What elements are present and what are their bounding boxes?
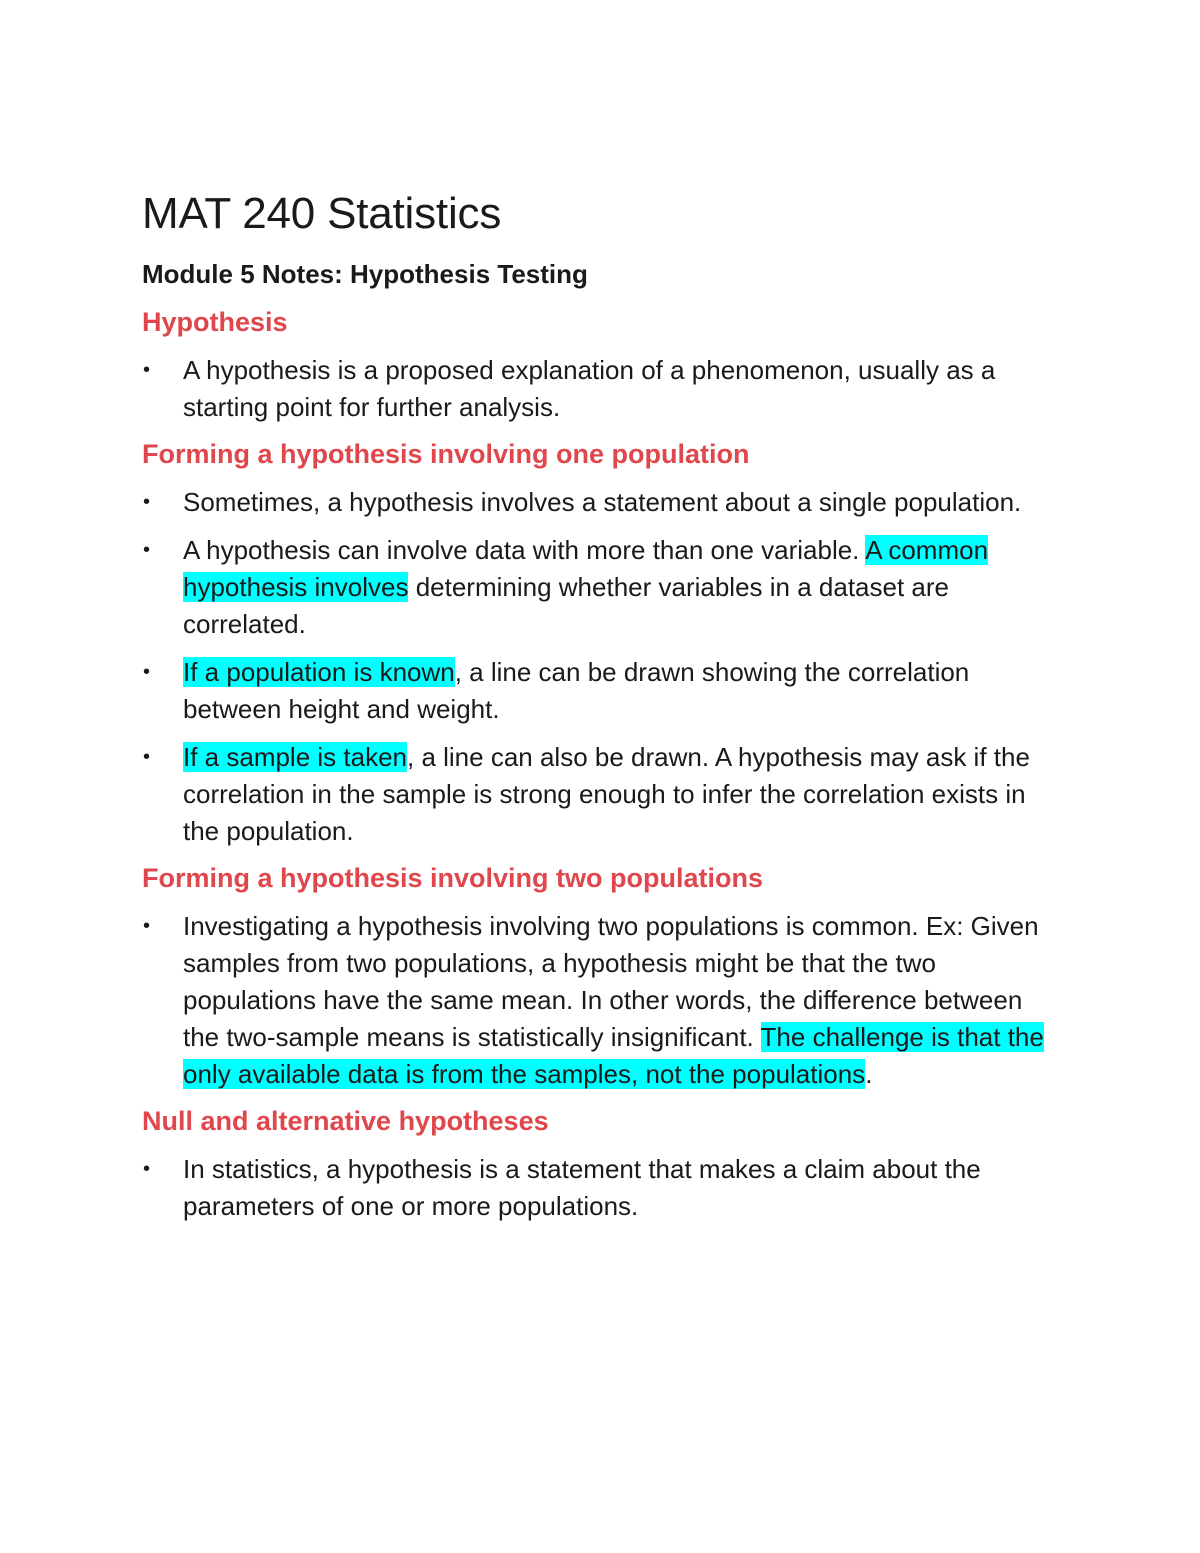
- section-heading: Hypothesis: [142, 307, 288, 337]
- bullet-list: [142, 352, 1062, 426]
- bullet-dot-icon: •: [143, 746, 151, 768]
- bullet-dot-icon: •: [143, 359, 151, 381]
- bullet-dot-icon: •: [143, 661, 151, 683]
- highlighted-text: A common hypothesis involves: [183, 535, 989, 602]
- body-text: Investigating a hypothesis involving two populations is common. Ex: Given samples from two populations, a hypothesis might be that the two populations have the same mean. In other words, the difference between the two-sample means is statistically insignificant.: [183, 911, 1039, 1052]
- body-text: A hypothesis can involve data with more than one variable.: [183, 535, 866, 565]
- list-item: [142, 739, 1062, 850]
- section-heading: Forming a hypothesis involving two populations: [142, 863, 764, 893]
- list-item: [142, 352, 1062, 426]
- bullet-dot-icon: •: [143, 491, 151, 513]
- list-item: [142, 908, 1062, 1093]
- bullet-list: [142, 908, 1062, 1093]
- highlighted-text: If a population is known: [183, 657, 455, 687]
- body-text: .: [865, 1059, 873, 1089]
- page-title: MAT 240 Statistics: [142, 189, 502, 238]
- bullet-dot-icon: •: [143, 539, 151, 561]
- body-text: , a line can also be drawn. A hypothesis may ask if the correlation in the sample is strong enough to infer the correlation exists in the population.: [183, 742, 1030, 846]
- sections-container: [142, 306, 1062, 1225]
- body-text: Sometimes, a hypothesis involves a statement about a single population.: [183, 487, 1022, 517]
- section-heading: Null and alternative hypotheses: [142, 1106, 549, 1136]
- body-text: , a line can be drawn showing the correlation between height and weight.: [183, 657, 970, 724]
- list-item: [142, 1151, 1062, 1225]
- highlighted-text: The challenge is that the only available data is from the samples, not the populations: [183, 1022, 1044, 1089]
- highlighted-text: If a sample is taken: [183, 742, 407, 772]
- page-subtitle: Module 5 Notes: Hypothesis Testing: [142, 259, 588, 289]
- list-item: [142, 484, 1062, 521]
- body-text: determining whether variables in a dataset are correlated.: [183, 572, 949, 639]
- bullet-dot-icon: •: [143, 915, 151, 937]
- bullet-list: [142, 484, 1062, 850]
- document-page: [142, 188, 1062, 1237]
- list-item: [142, 654, 1062, 728]
- section-heading: Forming a hypothesis involving one population: [142, 439, 750, 469]
- list-item: [142, 532, 1062, 643]
- bullet-list: [142, 1151, 1062, 1225]
- body-text: In statistics, a hypothesis is a statement that makes a claim about the parameters of one or more populations.: [183, 1154, 981, 1221]
- bullet-dot-icon: •: [143, 1158, 151, 1180]
- body-text: A hypothesis is a proposed explanation of a phenomenon, usually as a starting point for further analysis.: [183, 355, 996, 422]
